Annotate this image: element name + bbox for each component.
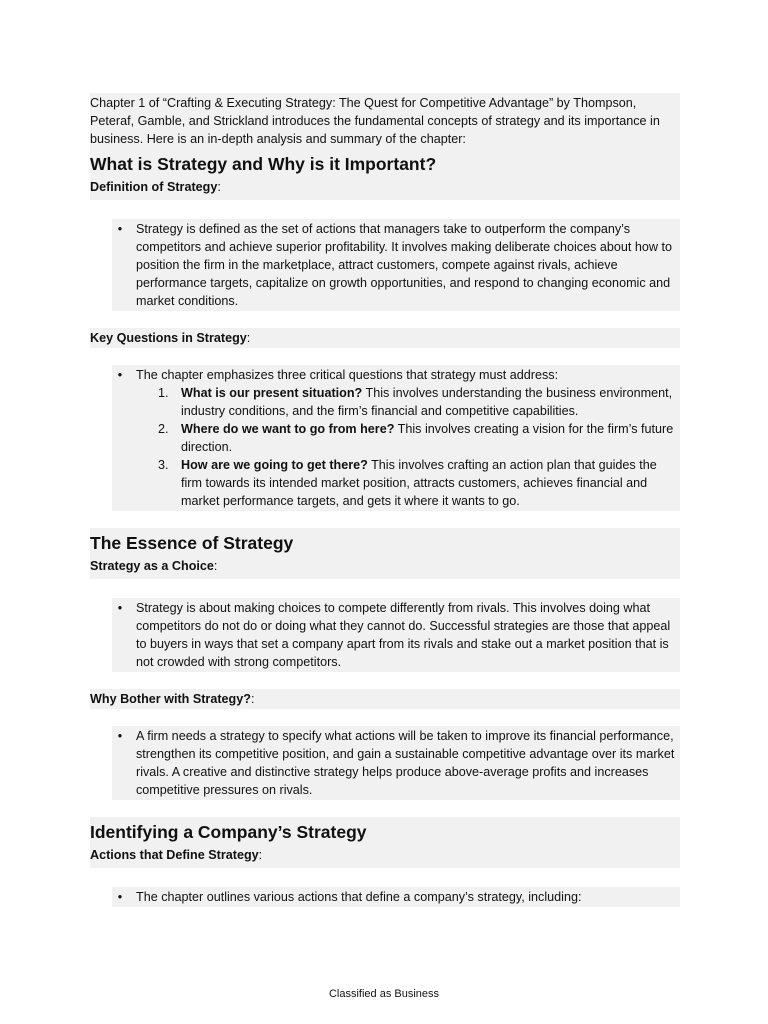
section-heading: The Essence of Strategy: [90, 533, 294, 553]
list-item: [136, 420, 680, 456]
subheading-colon: :: [217, 180, 221, 194]
numbered-list: [136, 384, 680, 510]
subheading-title: Strategy as a Choice: [90, 559, 214, 573]
bullet-item: [112, 726, 680, 800]
list-item-text: This involves understanding the business environment, industry conditions, and the firm’s financial and competitive capabilities.: [181, 386, 673, 418]
bullet-glyph: •: [117, 729, 123, 743]
list-number: 2.: [158, 422, 169, 436]
subheading-title: Actions that Define Strategy: [90, 848, 259, 862]
list-number: 1.: [158, 386, 169, 400]
bullet-item: [112, 219, 680, 311]
subheading-definition: [90, 178, 680, 200]
footer-classification: Classified as Business: [328, 988, 440, 1000]
list-item-text: This involves crafting an action plan that guides the firm towards its intended market position, attracts customers, achieves financial and market performance targets, and gets it where it wants to go.: [181, 458, 657, 508]
bullet-item: [112, 598, 680, 672]
list-item-title: What is our present situation?: [181, 386, 363, 400]
list-item-text: This involves creating a vision for the firm’s future direction.: [181, 422, 674, 454]
subheading-colon: :: [246, 331, 251, 345]
bullet-item: [112, 887, 680, 907]
bullet-glyph: •: [117, 368, 123, 382]
list-item-title: Where do we want to go from here?: [181, 422, 395, 436]
document-page: [90, 93, 680, 907]
bullet-text: The chapter outlines various actions that define a company’s strategy, including:: [136, 890, 582, 904]
list-item: [136, 384, 680, 420]
section-essence-of-strategy: [90, 528, 680, 579]
subheading-title: Definition of Strategy: [90, 180, 218, 194]
subheading-why-bother: [90, 689, 680, 709]
bullet-glyph: •: [117, 601, 123, 615]
list-item-title: How are we going to get there?: [181, 458, 368, 472]
section-heading: What is Strategy and Why is it Important?: [90, 154, 437, 174]
list-item: [136, 456, 680, 510]
subheading-title: Key Questions in Strategy: [90, 331, 247, 345]
bullet-glyph: •: [117, 890, 123, 904]
subheading-actions-define: [90, 846, 680, 868]
section-heading: Identifying a Company’s Strategy: [90, 822, 367, 842]
subheading-title: Why Bother with Strategy?: [90, 692, 251, 706]
subheading-colon: :: [258, 848, 263, 862]
list-number: 3.: [158, 458, 169, 472]
bullet-glyph: •: [117, 222, 123, 236]
subheading-colon: :: [250, 692, 255, 706]
subheading-colon: :: [213, 559, 218, 573]
bullet-text: A firm needs a strategy to specify what actions will be taken to improve its financial performance, strengthen its competitive position, and gain a sustainable competitive advantage over its market rivals. A creative and distinctive strategy helps produce above-average profits and increases competitive pressures on rivals.: [136, 729, 675, 797]
subheading-key-questions: [90, 328, 680, 348]
bullet-text: Strategy is defined as the set of actions that managers take to outperform the company’s competitors and achieve superior profitability. It involves making deliberate choices about how to position the firm in the marketplace, attract customers, compete against rivals, achieve performance targets, capitalize on growth opportunities, and respond to changing economic and market conditions.: [136, 222, 672, 308]
bullet-text: Strategy is about making choices to compete differently from rivals. This involves doing what competitors do not do or doing what they cannot do. Successful strategies are those that appeal to buyers in ways that set a company apart from its rivals and stake out a market position that is not crowded with strong competitors.: [136, 601, 671, 669]
intro-paragraph: Chapter 1 of “Crafting & Executing Strategy: The Quest for Competitive Advantage” by Thompson, Peteraf, Gamble, and Strickland introduces the fundamental concepts of strategy and its importance in business. Here is an in-depth analysis and summary of the chapter:: [90, 93, 680, 149]
bullet-item-with-list: [112, 365, 680, 511]
bullet-text: The chapter emphasizes three critical questions that strategy must address:: [136, 368, 559, 382]
subheading-strategy-as-choice: [90, 557, 680, 579]
section-what-is-strategy: [90, 149, 680, 200]
section-identifying-strategy: [90, 817, 680, 868]
